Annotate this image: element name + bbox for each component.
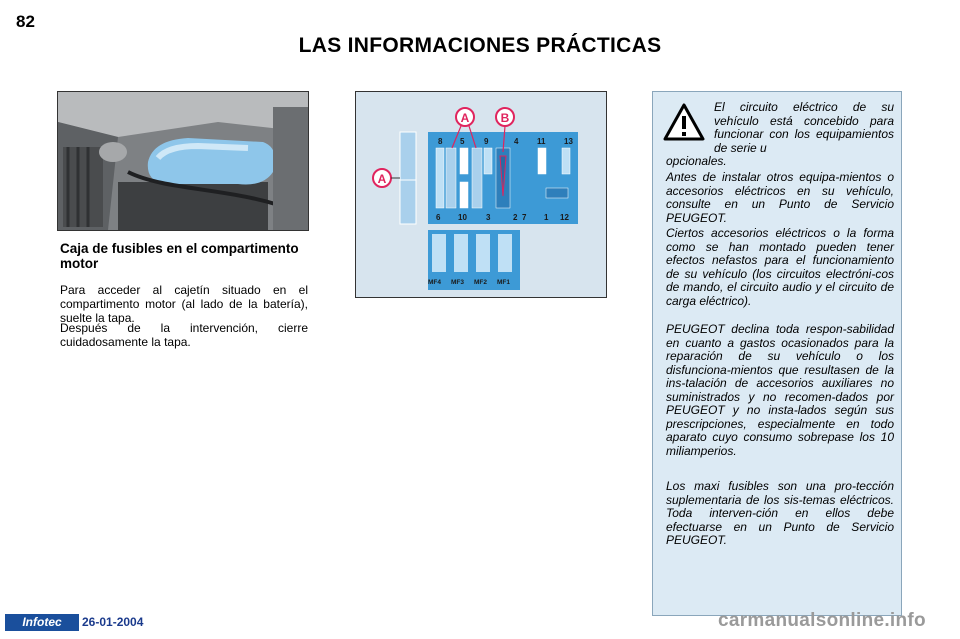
fuse-box-diagram: [355, 91, 607, 298]
warning-paragraph: Antes de instalar otros equipa-mientos o accesorios eléctricos en su vehículo, consulte en un Punto de Servicio PEUGEOT.: [666, 170, 894, 225]
section-title: Caja de fusibles en el compartimento motor: [60, 241, 299, 271]
fuse-label: 4: [514, 137, 519, 146]
callout-a-top: A: [460, 111, 470, 125]
warning-triangle-icon: [662, 102, 706, 147]
warning-paragraph: Los maxi fusibles son una pro-tección suplementaria de los sis-temas eléctricos. Toda interven-ción en ellos debe efectuarse en un Punto de Servicio PEUGEOT.: [666, 479, 894, 547]
fuse-label: 12: [560, 213, 569, 222]
fuse-label: 8: [438, 137, 443, 146]
footer-date: 26-01-2004: [82, 615, 144, 629]
maxi-fuse-label: MF2: [474, 279, 487, 286]
fuse-label: 7: [522, 213, 527, 222]
callout-b: B: [500, 111, 510, 125]
instruction-paragraph: Para acceder al cajetín situado en el compartimento motor (al lado de la batería), suelte la tapa.: [60, 283, 308, 325]
warning-paragraph: Ciertos accesorios eléctricos o la forma como se han montado pueden tener efectos nefastos para el funcionamiento de su vehículo (los circuitos electróni-cos de mando, el circuito audio y el circuito de carga eléctrico).: [666, 226, 894, 308]
page-title: LAS INFORMACIONES PRÁCTICAS: [298, 34, 662, 57]
maxi-fuse-label: MF3: [451, 279, 464, 286]
fuse-label: 2: [513, 213, 518, 222]
warning-paragraph-1-part: El circuito eléctrico de su vehículo está concebido para funcionar con los equipamientos de serie u: [714, 100, 894, 155]
warning-paragraph-1-cont: opcionales.: [666, 154, 727, 168]
fuse-label: 5: [460, 137, 465, 146]
maxi-fuse-label: MF4: [428, 279, 441, 286]
infotec-logo: Infotec: [5, 614, 79, 631]
fuse-label: 11: [537, 137, 546, 146]
page-number: 82: [16, 12, 35, 31]
fuse-label: 6: [436, 213, 441, 222]
fuse-label: 1: [544, 213, 549, 222]
warning-paragraph: PEUGEOT declina toda respon-sabilidad en cuanto a gastos ocasionados para la reparación de su vehículo o los disfunciona-mientos que resultasen de la ins-talación de accesorios auxiliares no suministrados y no recomen-dados por PEUGEOT y no insta-lados según sus prescripciones, especialmente en todo aparato cuyo consumo sobrepase los 10 miliamperios.: [666, 322, 894, 458]
fuse-label: 13: [564, 137, 573, 146]
engine-compartment-photo: [57, 91, 309, 231]
maxi-fuse-label: MF1: [497, 279, 510, 286]
fuse-label: 9: [484, 137, 489, 146]
fuse-label: 10: [458, 213, 467, 222]
fuse-label: 3: [486, 213, 491, 222]
instruction-paragraph: Después de la intervención, cierre cuidadosamente la tapa.: [60, 321, 308, 349]
watermark: carmanualsonline.info: [718, 610, 926, 631]
callout-a-left: A: [377, 172, 387, 186]
